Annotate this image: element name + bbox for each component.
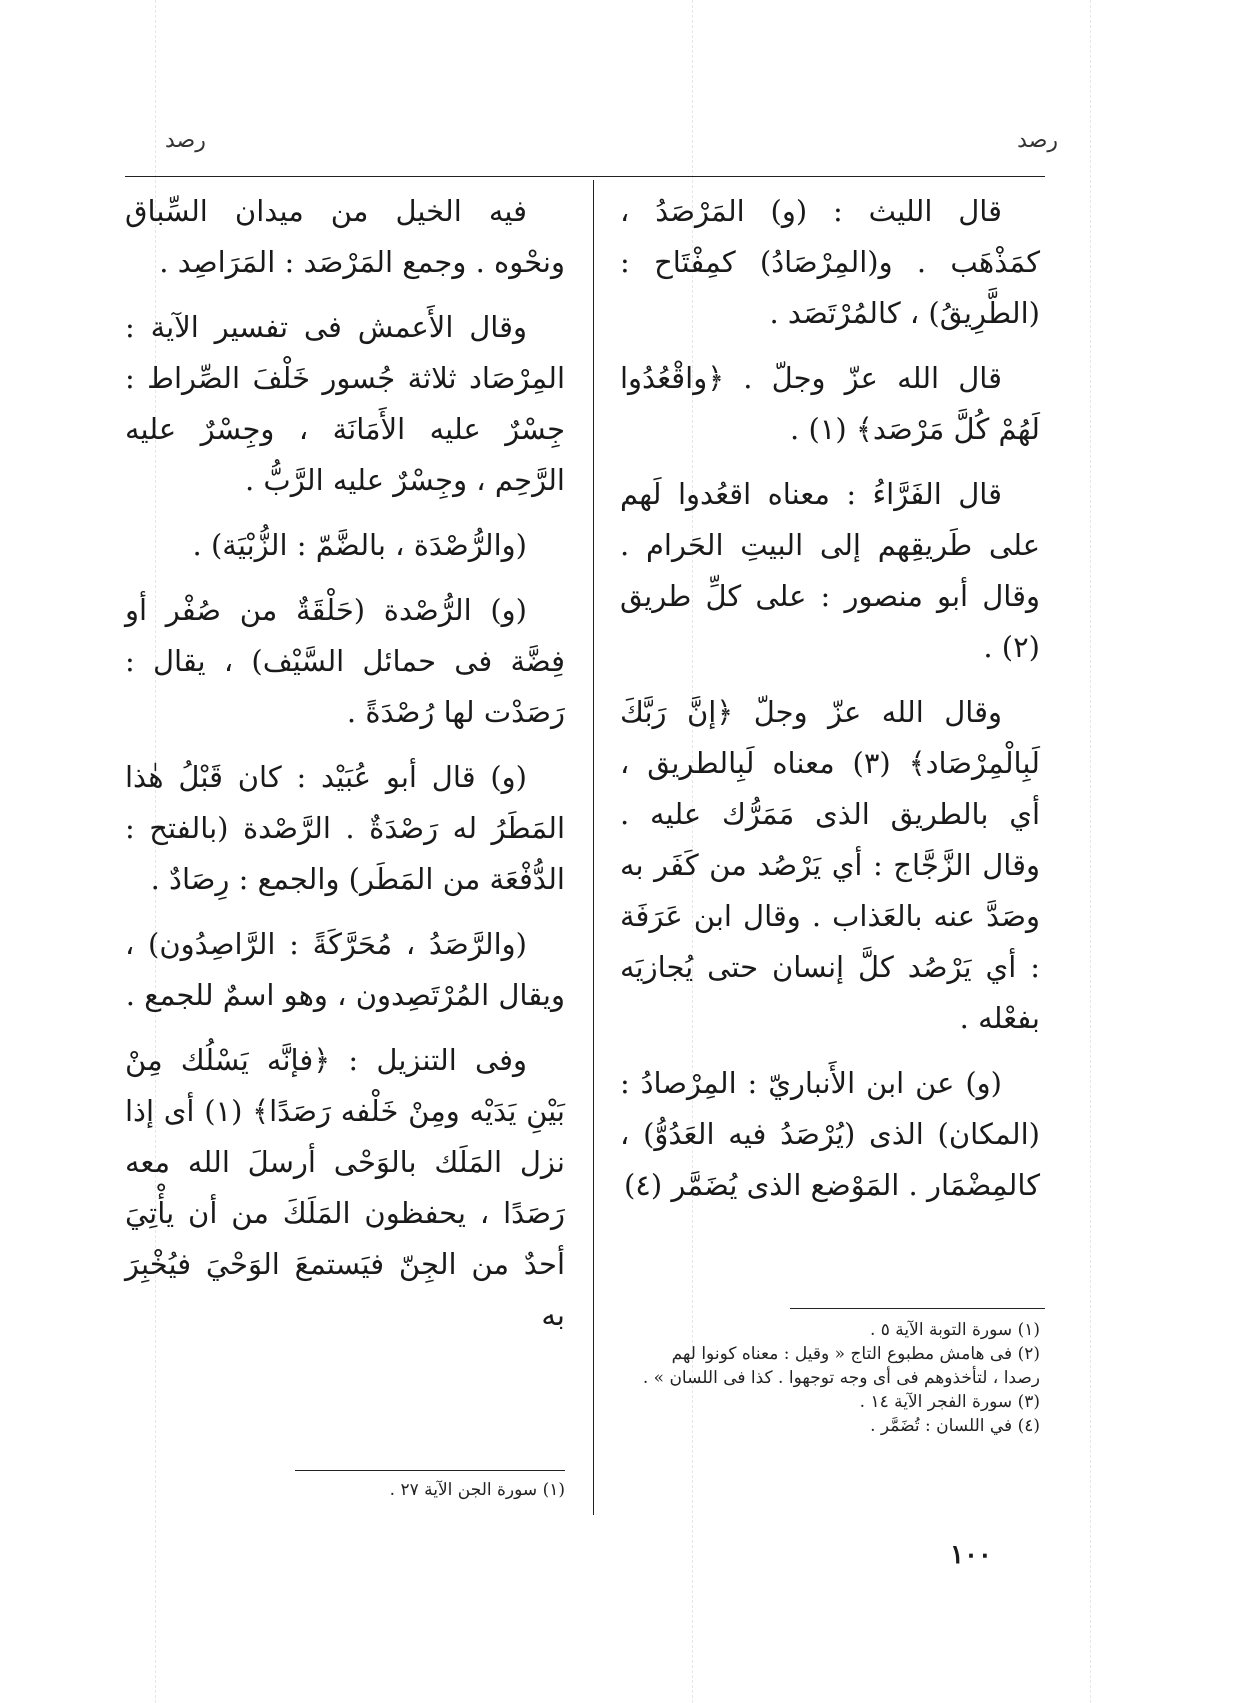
- paragraph: (والرُّصْدَة ، بالضَّمّ : الزُّبْيَة) .: [192, 528, 527, 562]
- header-rule: [125, 176, 1045, 177]
- page-number: ١٠٠: [950, 1540, 992, 1570]
- right-column-text: [620, 186, 1040, 1225]
- paragraph: (و) قال أبو عُبَيْد : كان قَبْلُ هٰذا المَطَرُ له رَصْدَةٌ . الرَّصْدة (بالفتح : الدُّفْعَة من المَطَر) والجمع : رِصَادٌ .: [125, 760, 565, 896]
- footnote: (١) سورة التوبة الآية ٥ .: [869, 1320, 1040, 1340]
- paragraph: قال الليث : (و) المَرْصَدُ ، كمَذْهَب . و(المِرْصَادُ) كمِفْتَاح : (الطَّرِيقُ) ، كالمُرْتَصَد .: [620, 194, 1040, 330]
- footnote: (٣) سورة الفجر الآية ١٤ .: [859, 1392, 1040, 1412]
- column-divider: [593, 180, 594, 1515]
- paragraph: قال الله عزّ وجلّ . ﴿واقْعُدُوا لَهُمْ كُلَّ مَرْصَد﴾ (١) .: [620, 361, 1040, 446]
- paragraph: وقال الله عزّ وجلّ ﴿إنَّ رَبَّكَ لَبِالْمِرْصَاد﴾ (٣) معناه لَبِالطريق ، أي بالطريق الذى مَمَرُّك عليه . وقال الزَّجَّاج : أي يَرْصُد من كَفَر به وصَدَّ عنه بالعَذاب . وقال ابن عَرَفَة : أي يَرْصُد كلَّ إنسان حتى يُجازيَه بفعْله .: [620, 695, 1040, 1035]
- paragraph: فيه الخيل من ميدان السِّباق ونحْوه . وجمع المَرْصَد : المَرَاصِد .: [125, 194, 565, 279]
- paragraph: قال الفَرَّاءُ : معناه اقعُدوا لَهم على طَريقِهم إلى البيتِ الحَرام . وقال أبو منصور : على كلِّ طريق (٢) .: [620, 477, 1040, 664]
- running-header-right: رصد: [1017, 128, 1058, 153]
- paragraph: (و) عن ابن الأَنباريّ : المِرْصادُ : (المكان) الذى (يُرْصَدُ فيه العَدُوُّ) ، كالمِضْمَار . المَوْضع الذى يُضَمَّر (٤): [620, 1066, 1040, 1202]
- paragraph: (و) الرُّصْدة (حَلْقَةٌ من صُفْر أو فِضَّة فى حمائل السَّيْف) ، يقال : رَصَدْت لها رُصْدَةً .: [125, 593, 565, 729]
- scan-guide-line: [1090, 0, 1091, 1703]
- left-column-text: [125, 186, 565, 1355]
- paragraph: وقال الأَعمش فى تفسير الآية : المِرْصَاد ثلاثة جُسور خَلْفَ الصِّراط : جِسْرٌ عليه الأَمَانَة ، وجِسْرٌ عليه الرَّحِم ، وجِسْرٌ عليه الرَّبُّ .: [125, 310, 565, 497]
- footnote-rule-left: [295, 1470, 565, 1471]
- footnote: (٤) في اللسان : تُضَمَّر .: [870, 1416, 1040, 1436]
- paragraph: وفى التنزيل : ﴿فإنَّه يَسْلُك مِنْ بَيْنِ يَدَيْه ومِنْ خَلْفه رَصَدًا﴾ (١) أى إذا نزل المَلَك بالوَحْى أرسلَ الله معه رَصَدًا ، يحفظون المَلَكَ من أن يأْتِيَ أحدٌ من الجِنّ فيَستمعَ الوَحْيَ فيُخْبِرَ به: [125, 1043, 565, 1332]
- footnote: (٢) فى هامش مطبوع التاج « وقيل : معناه كونوا لهم رصدا ، لتأخذوهم فى أى وجه توجهوا . كذا فى اللسان » .: [642, 1344, 1040, 1388]
- running-header-left: رصد: [165, 128, 206, 153]
- footnote: (١) سورة الجن الآية ٢٧ .: [389, 1480, 565, 1500]
- footnotes-left: [295, 1478, 565, 1502]
- paragraph: (والرَّصَدُ ، مُحَرَّكَةً : الرَّاصِدُون) ، ويقال المُرْتَصِدون ، وهو اسمٌ للجمع .: [125, 927, 565, 1012]
- footnote-rule-right: [790, 1308, 1045, 1309]
- footnotes-right: [630, 1318, 1040, 1438]
